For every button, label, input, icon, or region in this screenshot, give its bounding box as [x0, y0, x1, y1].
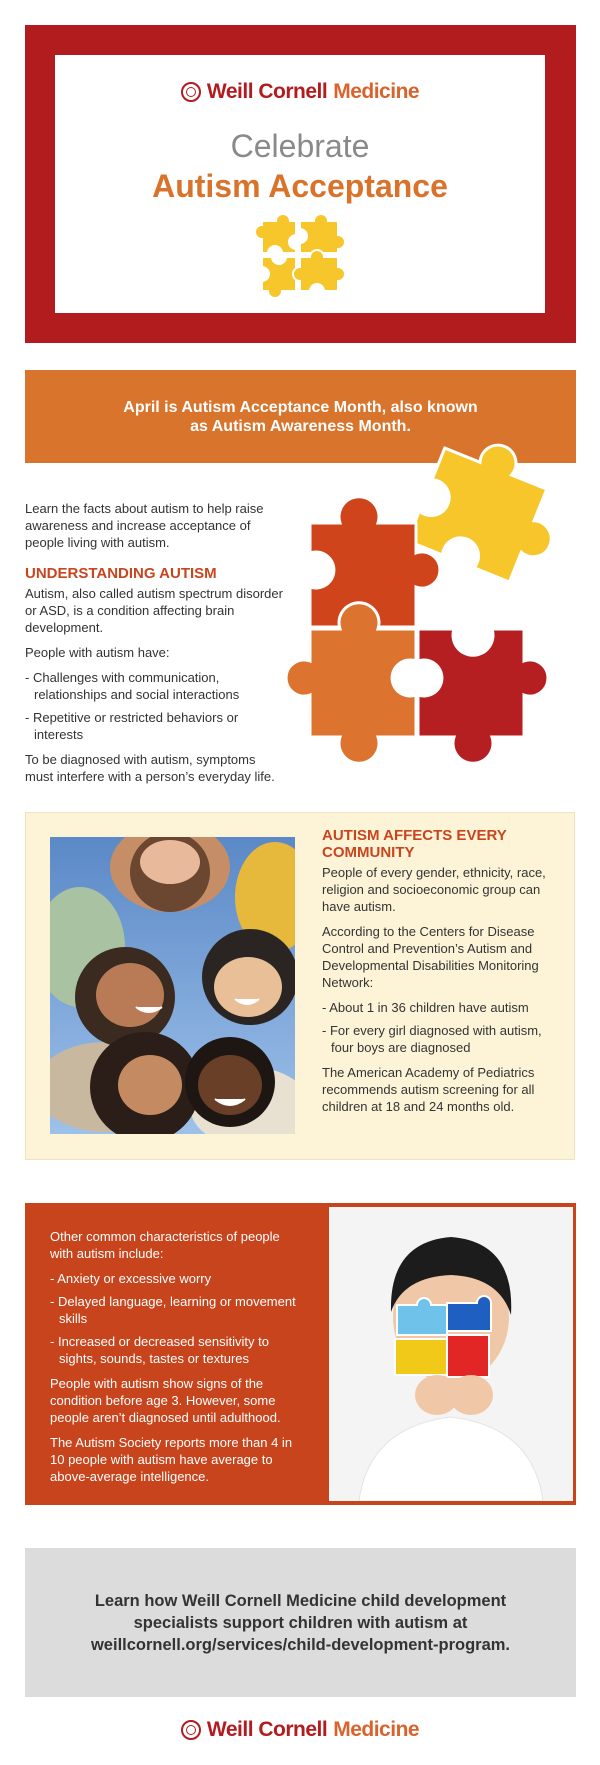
community-para-3: The American Academy of Pediatrics recommends autism screening for all children at 18 and 24 months old. [322, 1065, 535, 1114]
list-item: - About 1 in 36 children have autism [322, 999, 550, 1016]
title-autism-acceptance: Autism Acceptance [152, 168, 448, 204]
definition-text: Autism, also called autism spectrum disorder or ASD, is a condition affecting brain development. [25, 586, 283, 635]
community-section [322, 827, 550, 1123]
cta-box [25, 1548, 576, 1697]
logo-weill-cornell: Weill Cornell [206, 80, 328, 103]
logo-medicine: Medicine [333, 80, 420, 103]
cta-text: Learn how Weill Cornell Medicine child development specialists support children with autism at weillcornell.org/services/child-development-program. [90, 1591, 511, 1654]
puzzle-pieces-illustration [282, 425, 588, 780]
header-logo [55, 80, 545, 104]
list-item: - Delayed language, learning or movement skills [50, 1293, 302, 1327]
list-item: - Increased or decreased sensitivity to sights, sounds, tastes or textures [50, 1333, 302, 1367]
characteristics-para-1: People with autism show signs of the condition before age 3. However, some people aren’t diagnosed until adulthood. [50, 1376, 281, 1425]
challenges-list [25, 669, 287, 743]
seal-icon [181, 1720, 201, 1740]
understanding-heading: UNDERSTANDING AUTISM [25, 565, 217, 582]
have-label: People with autism have: [25, 645, 170, 660]
list-item: - Repetitive or restricted behaviors or interests [25, 709, 287, 743]
logo-weill-cornell: Weill Cornell [206, 1718, 328, 1741]
characteristics-section [50, 1228, 302, 1493]
characteristics-list [50, 1270, 302, 1367]
banner-text: April is Autism Acceptance Month, also known as Autism Awareness Month. [123, 398, 478, 435]
community-para-2: According to the Centers for Disease Control and Prevention’s Autism and Developmental Disabilities Monitoring Network: [322, 924, 539, 990]
community-heading: AUTISM AFFECTS EVERY COMMUNITY [322, 827, 507, 861]
footer-logo [0, 1718, 600, 1742]
list-item: - Anxiety or excessive worry [50, 1270, 302, 1287]
understanding-section [25, 500, 287, 793]
list-item: - Challenges with communication, relationships and social interactions [25, 669, 287, 703]
community-para-1: People of every gender, ethnicity, race, religion and socioeconomic group can have autism. [322, 865, 546, 914]
boy-with-puzzle-photo [329, 1207, 573, 1501]
list-item: - For every girl diagnosed with autism, four boys are diagnosed [322, 1022, 550, 1056]
children-photo [50, 837, 295, 1134]
intro-text: Learn the facts about autism to help raise awareness and increase acceptance of people living with autism. [25, 501, 264, 550]
characteristics-intro: Other common characteristics of people with autism include: [50, 1229, 280, 1261]
characteristics-para-2: The Autism Society reports more than 4 in 10 people with autism have average to above-average intelligence. [50, 1435, 293, 1484]
statistics-list [322, 999, 550, 1056]
seal-icon [181, 82, 201, 102]
diagnosis-text: To be diagnosed with autism, symptoms must interfere with a person’s everyday life. [25, 752, 275, 784]
logo-medicine: Medicine [333, 1718, 420, 1741]
title-celebrate: Celebrate [230, 128, 370, 164]
puzzle-icon [250, 213, 350, 299]
dark-red-puzzle-piece [418, 629, 548, 763]
